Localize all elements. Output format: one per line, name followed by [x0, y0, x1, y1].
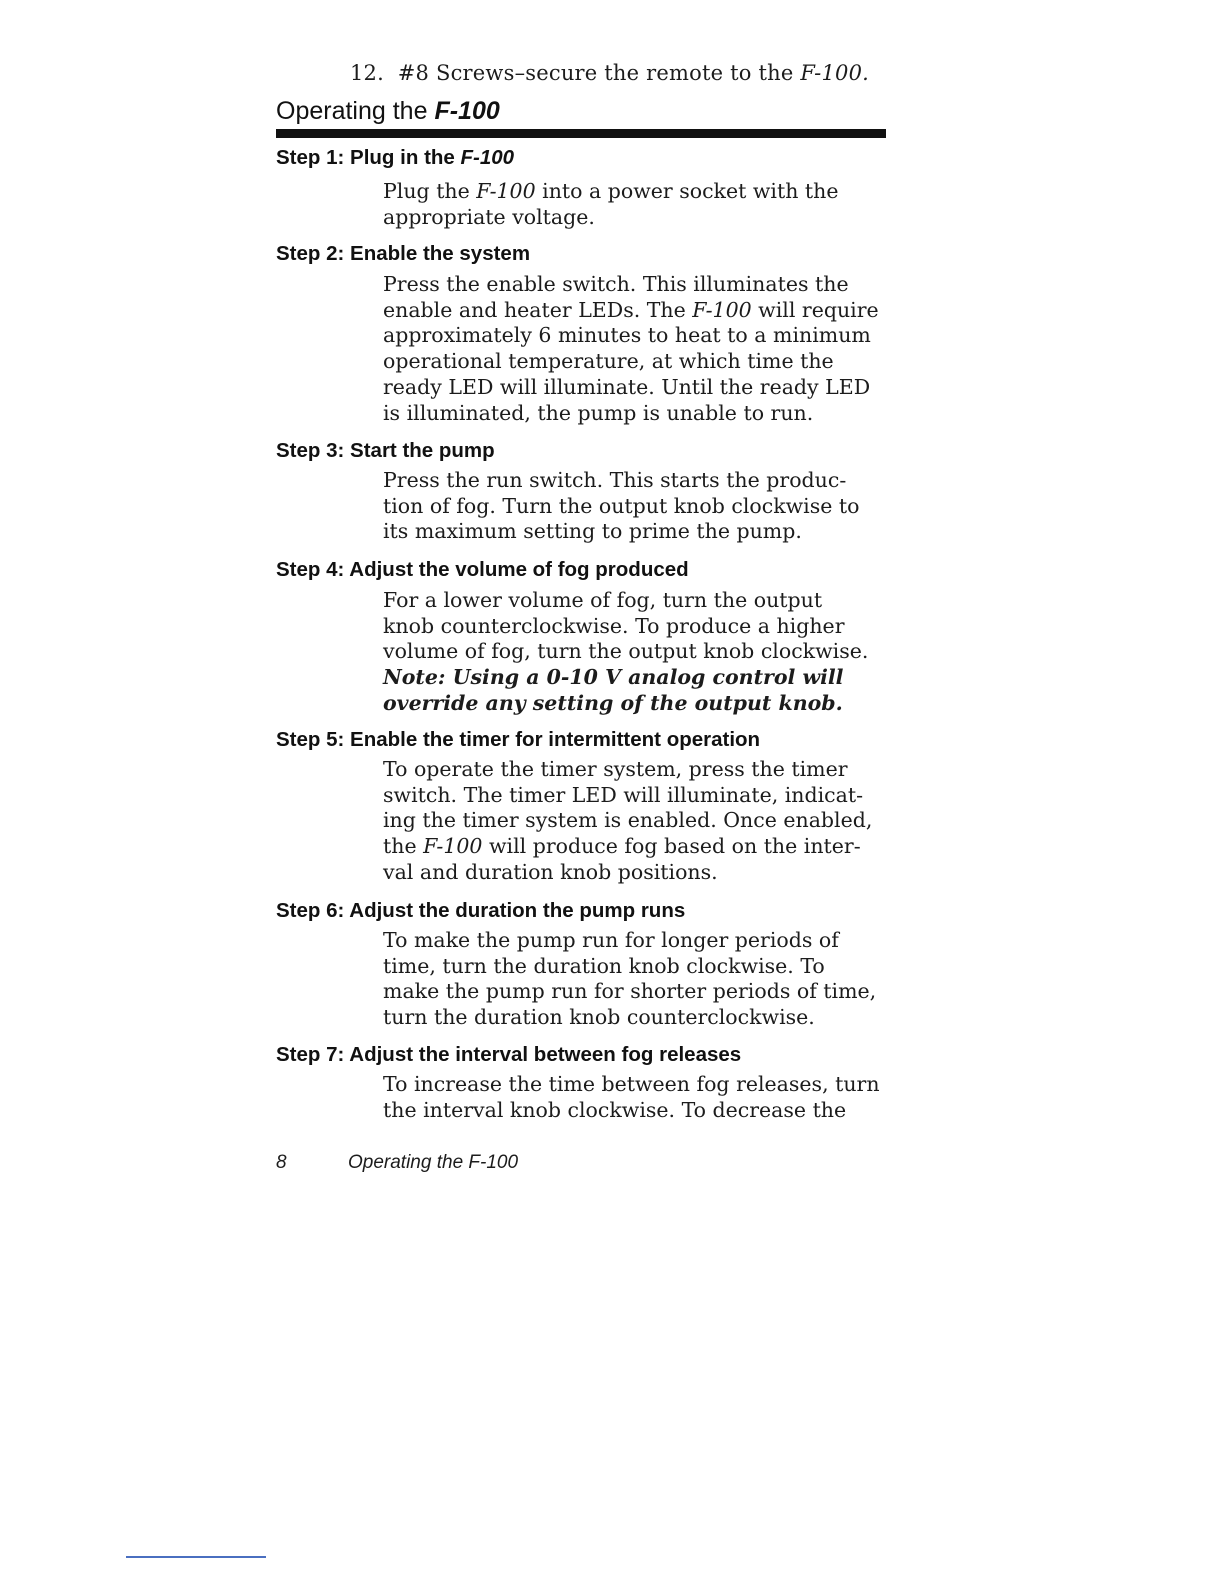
- step-3-body: [383, 468, 859, 545]
- step-3-title: Step 3: Start the pump: [276, 439, 495, 462]
- list-item-12: [350, 60, 869, 86]
- step-6-body: [383, 928, 876, 1031]
- body-line: Press the enable switch. This illuminates the: [383, 272, 849, 296]
- body-line: ready LED will illuminate. Until the ready LED: [383, 374, 871, 399]
- page-number: 8: [276, 1152, 287, 1173]
- body-line: time, turn the duration knob clockwise. To: [383, 953, 825, 978]
- body-line: is illuminated, the pump is unable to run.: [383, 400, 814, 425]
- body-line: Plug the F-100 into a power socket with the: [383, 179, 839, 203]
- list-number: 12.: [350, 61, 384, 85]
- body-line: To make the pump run for longer periods of: [383, 928, 839, 952]
- section-title: Operating the F-100: [276, 97, 500, 125]
- step-7-body: [383, 1072, 880, 1123]
- section-title-model: F-100: [434, 97, 500, 125]
- body-line: volume of fog, turn the output knob clockwise.: [383, 639, 869, 664]
- step-1-title: Step 1: Plug in the F-100: [276, 146, 515, 169]
- running-footer: Operating the F-100: [348, 1152, 519, 1173]
- page-divider: [126, 1556, 266, 1558]
- step-2-title: Step 2: Enable the system: [276, 242, 531, 265]
- step-1-body: [383, 179, 839, 230]
- body-line: val and duration knob positions.: [383, 859, 718, 884]
- note-line: Note: Using a 0-10 V analog control will: [383, 665, 844, 690]
- body-line: knob counterclockwise. To produce a higher: [383, 613, 845, 638]
- note-line: override any setting of the output knob.: [383, 690, 843, 715]
- body-line: tion of fog. Turn the output knob clockwise to: [383, 493, 860, 518]
- body-line: For a lower volume of fog, turn the output: [383, 588, 823, 612]
- model-name: F-100.: [800, 61, 870, 85]
- list-text: #8 Screws–secure the remote to the: [397, 61, 801, 85]
- step-4-body: [383, 588, 868, 717]
- body-line: operational temperature, at which time the: [383, 349, 834, 374]
- step-6-title: Step 6: Adjust the duration the pump runs: [276, 899, 686, 922]
- body-line: enable and heater LEDs. The F-100 will require: [383, 297, 879, 322]
- body-line: the F-100 will produce fog based on the inter-: [383, 834, 861, 859]
- body-line: To operate the timer system, press the timer: [383, 757, 848, 781]
- body-line: make the pump run for shorter periods of time,: [383, 979, 877, 1004]
- body-line: turn the duration knob counterclockwise.: [383, 1005, 815, 1030]
- step-5-body: [383, 757, 872, 886]
- body-line: approximately 6 minutes to heat to a minimum: [383, 323, 871, 348]
- step-2-body: [383, 272, 879, 426]
- step-7-title: Step 7: Adjust the interval between fog releases: [276, 1043, 742, 1066]
- step-4-title: Step 4: Adjust the volume of fog produced: [276, 558, 689, 581]
- body-line: the interval knob clockwise. To decrease the: [383, 1097, 847, 1122]
- body-line: Press the run switch. This starts the produc-: [383, 468, 847, 492]
- body-line: ing the timer system is enabled. Once enabled,: [383, 808, 873, 833]
- body-line: its maximum setting to prime the pump.: [383, 519, 802, 544]
- body-line: To increase the time between fog releases, turn: [383, 1072, 880, 1096]
- body-line: appropriate voltage.: [383, 204, 595, 229]
- section-rule: [276, 129, 886, 138]
- body-line: switch. The timer LED will illuminate, indicat-: [383, 782, 864, 807]
- step-5-title: Step 5: Enable the timer for intermittent operation: [276, 728, 761, 751]
